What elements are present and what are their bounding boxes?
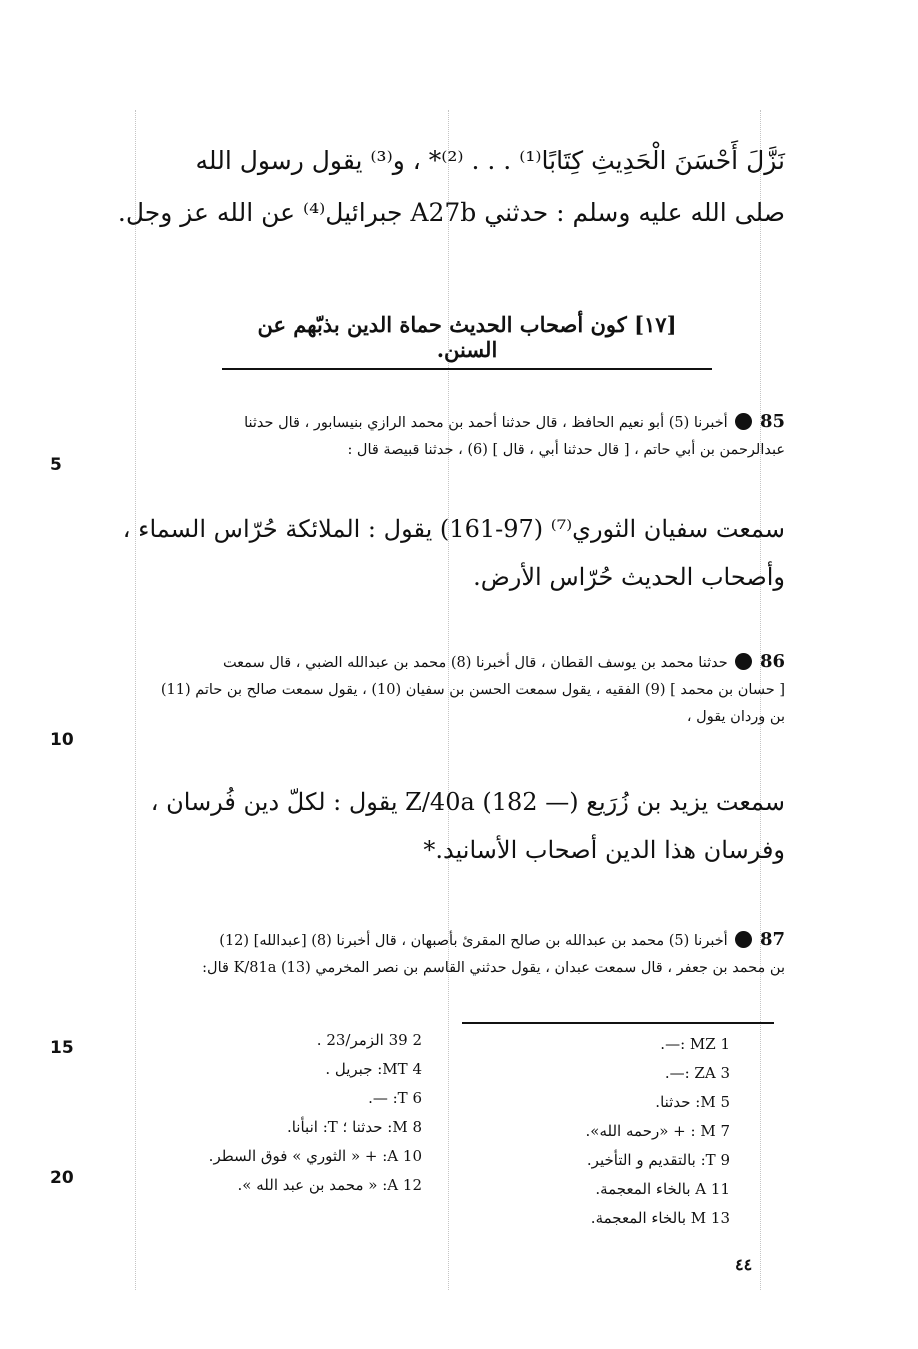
bullet-dot-icon bbox=[735, 653, 752, 670]
matn-line: وفرسان هذا الدين أصحاب الأسانيد.* bbox=[423, 836, 785, 864]
isnad-text: أخبرنا (5) محمد بن عبدالله بن صالح المقرئ بأصبهان ، قال أخبرنا (8) [عبدالله] (12) bbox=[219, 933, 728, 949]
isnad-text: أخبرنا (5) أبو نعيم الحافظ ، قال حدثنا أحمد بن محمد الرازي بنيسابور ، قال حدثنا bbox=[244, 415, 728, 431]
footnotes-left-column bbox=[150, 1026, 422, 1200]
margin-line-number: 20 bbox=[50, 1168, 74, 1188]
isnad-line: بن وردان يقول ، bbox=[686, 709, 785, 725]
hadith-86-matn bbox=[95, 778, 785, 874]
footnote: 8 M: حدثنا ؛ T: انبأنا. bbox=[286, 1118, 422, 1136]
quran-line: صلى الله عليه وسلم : حدثني A27b جبرائيل⁽⁴⁾ عن الله عز وجل. bbox=[117, 198, 785, 227]
footnote: 13 M بالخاء المعجمة. bbox=[590, 1209, 730, 1227]
isnad-text: حدثنا محمد بن يوسف القطان ، قال أخبرنا (8) محمد بن عبدالله الضبي ، قال سمعت bbox=[222, 655, 728, 671]
matn-line: سمعت سفيان الثوري⁽⁷⁾ (97-161) يقول : الملائكة حُرّاس السماء ، bbox=[122, 515, 785, 543]
footnote: 11 A بالخاء المعجمة. bbox=[595, 1180, 730, 1198]
hadith-number: 87 bbox=[759, 929, 785, 950]
isnad-line bbox=[95, 408, 785, 437]
footnotes-right-column bbox=[470, 1030, 730, 1233]
bullet-dot-icon bbox=[735, 413, 752, 430]
page-number: ٤٤ bbox=[735, 1255, 753, 1274]
footnote: 3 ZA :—. bbox=[664, 1064, 730, 1082]
footnote: 7 M : + «رحمه الله». bbox=[585, 1122, 730, 1140]
hadith-85-matn bbox=[95, 505, 785, 601]
section-heading: [١٧] كون أصحاب الحديث حماة الدين بذبّهم عن السنن. bbox=[222, 312, 712, 370]
bullet-dot-icon bbox=[735, 931, 752, 948]
isnad-line: عبدالرحمن بن أبي حاتم ، [ قال حدثنا أبي ، قال ] (6) ، حدثنا قبيصة قال : bbox=[347, 442, 785, 458]
section-heading-wrap bbox=[222, 312, 712, 370]
hadith-85-isnad bbox=[95, 408, 785, 464]
footnote-separator bbox=[462, 1022, 774, 1024]
footnote: 9 T: بالتقديم و التأخير. bbox=[586, 1151, 730, 1169]
hadith-86-isnad bbox=[95, 648, 785, 731]
margin-line-number: 10 bbox=[50, 730, 74, 750]
margin-line-number: 15 bbox=[50, 1038, 74, 1058]
footnote: 1 MZ :—. bbox=[660, 1035, 730, 1053]
footnote: 4 MT: جبريل . bbox=[325, 1060, 422, 1078]
isnad-line: [ حسان بن محمد ] (9) الفقيه ، يقول سمعت الحسن بن سفيان (10) ، يقول سمعت صالح بن حاتم (11) bbox=[160, 682, 785, 698]
isnad-line bbox=[95, 926, 785, 955]
margin-line-number: 5 bbox=[50, 455, 62, 475]
hadith-number: 85 bbox=[759, 411, 785, 432]
matn-line: سمعت يزيد بن زُرَيع (— 182) Z/40a يقول : لكلّ دين فُرسان ، bbox=[150, 788, 785, 816]
quran-line: نَزَّلَ أَحْسَنَ الْحَدِيثِ كِتَابًا⁽¹⁾ . . . ‎*⁽²⁾ ، و⁽³⁾ يقول رسول الله bbox=[195, 146, 785, 175]
footnote: 6 T: —. bbox=[368, 1089, 422, 1107]
footnote: 12 A: « محمد بن عبد الله ». bbox=[237, 1176, 422, 1194]
footnote: 2 39 الزمر/23 . bbox=[316, 1031, 422, 1049]
quran-passage bbox=[95, 135, 785, 239]
footnote: 10 A: + « الثوري » فوق السطر. bbox=[208, 1147, 422, 1165]
hadith-87-isnad bbox=[95, 926, 785, 982]
isnad-line: بن محمد بن جعفر ، قال سمعت عبدان ، يقول حدثني القاسم بن نصر المخرمي (13) K/81a قال: bbox=[202, 960, 785, 976]
hadith-number: 86 bbox=[759, 651, 785, 672]
isnad-line bbox=[95, 648, 785, 677]
matn-line: وأصحاب الحديث حُرّاس الأرض. bbox=[473, 563, 785, 591]
footnote: 5 M: حدثنا. bbox=[655, 1093, 730, 1111]
